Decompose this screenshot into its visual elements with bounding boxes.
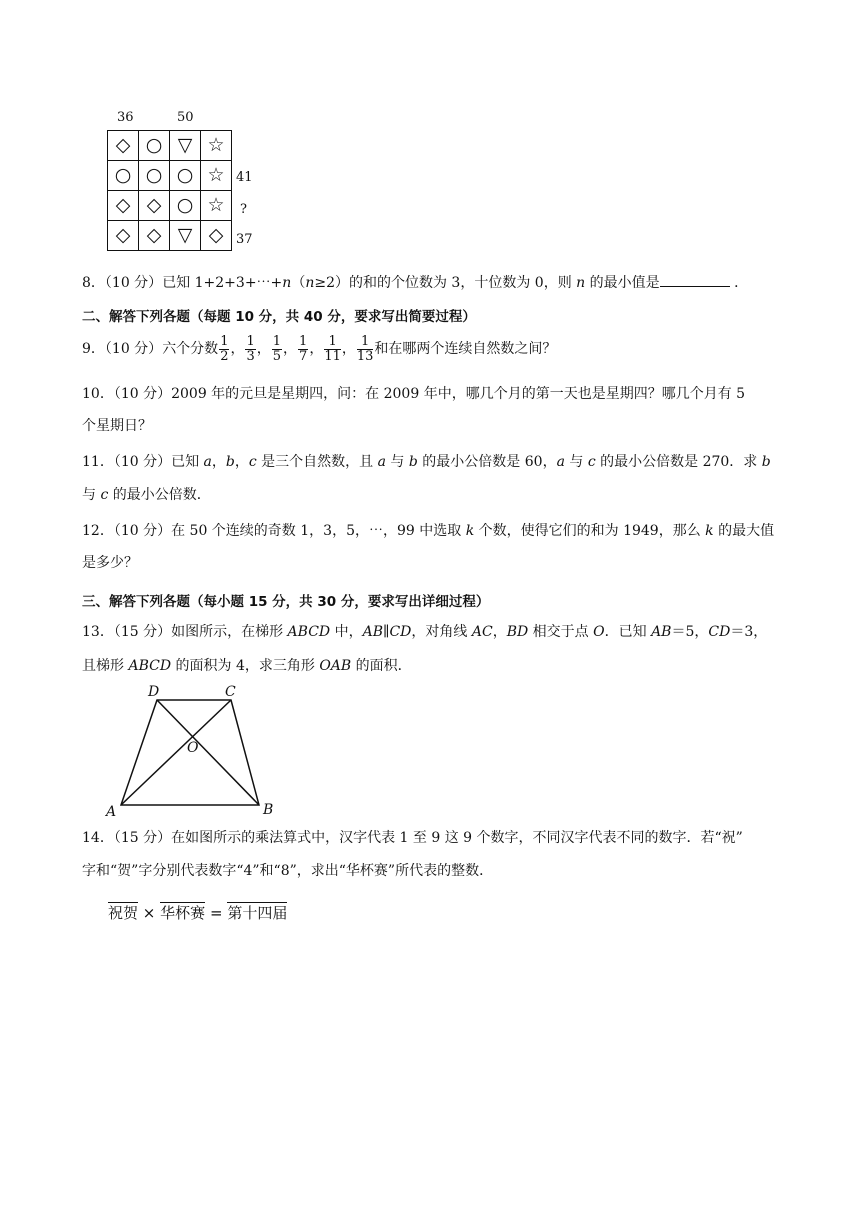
grid-row	[108, 161, 232, 191]
question-12: 12．（10 分）在 50 个连续的奇数 1，3，5，⋯，99 中选取 k 个数，使得它们的和为 1949，那么 k 的最大值	[82, 523, 775, 539]
trapezoid-diagram	[100, 680, 290, 820]
text: 在如图所示的乘法算式中，汉字代表 1 至 9 这 9 个数字，不同汉字代表不同的数字．若“祝”	[171, 830, 743, 846]
section-heading-2: 二、解答下列各题（每题 10 分，共 40 分，要求写出简要过程）	[82, 309, 476, 325]
grid-cell: ◇	[139, 221, 170, 251]
grid-cell: ◇	[201, 221, 232, 251]
grid-cell: ○	[170, 191, 201, 221]
question-number: 9．	[82, 341, 105, 358]
label-b: B	[263, 802, 274, 818]
equation-left: 祝贺	[108, 904, 139, 922]
question-score: （10 分）	[104, 275, 163, 291]
multiplication-equation	[108, 902, 287, 923]
question-12-line-2: 是多少？	[82, 555, 138, 571]
question-score: （10 分）	[113, 523, 172, 539]
var: n	[305, 275, 315, 291]
question-score: （10 分）	[113, 386, 172, 402]
question-score: （10 分）	[104, 341, 163, 358]
question-9: 9．（10 分）六个分数 $\frac{1}{2}$ ， $\frac{1}{3}$ ， $\frac{1}{5}$ ， $\frac{1}{7}$ ， $\frac{1}{11}$ ， $\frac{1}{13}$ 和在哪两个连续自然数之间？	[82, 334, 557, 364]
question-14-line-2: 字和“贺”字分别代表数字“4”和“8”，求出“华杯赛”所代表的整数．	[82, 863, 494, 879]
question-number: 13．	[82, 624, 114, 640]
times-sign: ×	[142, 904, 156, 922]
question-10	[82, 384, 745, 404]
grid-row	[108, 191, 232, 221]
grid-top-label-2: 50	[177, 110, 194, 125]
fraction: $\frac{1}{7}$	[299, 334, 308, 364]
grid-cell: ▽	[170, 221, 201, 251]
question-11-line-2: 与 c 的最小公倍数．	[82, 487, 211, 503]
question-number: 11．	[82, 454, 114, 470]
question-8	[82, 272, 748, 293]
grid-top-label-1: 36	[117, 110, 134, 125]
label-c: C	[225, 684, 236, 700]
fraction: $\frac{1}{13}$	[356, 334, 374, 364]
grid-cell: ☆	[201, 161, 232, 191]
grid-cell: ○	[139, 161, 170, 191]
diagonal-ac	[121, 700, 231, 805]
fraction: $\frac{1}{2}$	[220, 334, 229, 364]
text: 的最小值是	[585, 275, 660, 291]
grid-cell: ▽	[170, 131, 201, 161]
question-number: 12．	[82, 523, 114, 539]
question-score: （15 分）	[113, 830, 172, 846]
label-a: A	[106, 804, 117, 820]
text: ．	[734, 275, 749, 291]
label-o: O	[187, 740, 199, 756]
grid-row	[108, 221, 232, 251]
question-number: 10．	[82, 386, 114, 402]
grid-row-sum-3: ?	[240, 202, 247, 217]
text: 2009 年的元旦是星期四，问：在 2009 年中，哪几个月的第一天也是星期四？哪几个月有 5	[171, 386, 746, 402]
answer-blank[interactable]	[660, 272, 730, 287]
question-number: 14．	[82, 830, 114, 846]
question-14	[82, 828, 743, 848]
fraction: $\frac{1}{5}$	[272, 334, 282, 364]
grid-cell: ◇	[108, 191, 139, 221]
fraction: $\frac{1}{3}$	[246, 334, 255, 364]
grid-cell: ☆	[201, 131, 232, 161]
grid-row	[108, 131, 232, 161]
question-score: （15 分）	[113, 624, 172, 640]
label-d: D	[148, 684, 160, 700]
question-number: 8．	[82, 275, 105, 291]
grid-cell: ○	[139, 131, 170, 161]
grid-cell: ◇	[108, 131, 139, 161]
symbol-grid	[107, 130, 232, 251]
question-score: （10 分）	[113, 454, 172, 470]
equation-middle: 华杯赛	[160, 904, 206, 922]
grid-cell: ○	[108, 161, 139, 191]
equals-sign: =	[209, 904, 223, 922]
fraction: $\frac{1}{11}$	[324, 334, 341, 364]
text: （	[291, 275, 306, 291]
question-11: 11．（10 分）已知 a，b，c 是三个自然数，且 a 与 b 的最小公倍数是 60，a 与 c 的最小公倍数是 270．求 b	[82, 454, 771, 470]
grid-cell: ◇	[139, 191, 170, 221]
var: n	[282, 275, 292, 291]
grid-row-sum-4: 37	[236, 232, 253, 247]
equation-right: 第十四届	[227, 904, 288, 922]
text: ≥2）的和的个位数为 3，十位数为 0，则	[314, 275, 577, 291]
var: n	[576, 275, 586, 291]
section-heading-3: 三、解答下列各题（每小题 15 分，共 30 分，要求写出详细过程）	[82, 594, 490, 610]
question-10-line-2: 个星期日？	[82, 418, 152, 434]
text: 六个分数	[162, 341, 219, 358]
question-13-line-2: 且梯形 ABCD 的面积为 4，求三角形 OAB 的面积．	[82, 658, 412, 674]
text: 已知 1+2+3+⋯+	[162, 275, 283, 291]
grid-cell: ☆	[201, 191, 232, 221]
grid-cell: ○	[170, 161, 201, 191]
grid-row-sum-2: 41	[236, 170, 253, 185]
question-13: 13．（15 分）如图所示，在梯形 ABCD 中，AB∥CD，对角线 AC，BD 相交于点 O．已知 AB＝5，CD＝3，	[82, 624, 768, 640]
grid-cell: ◇	[108, 221, 139, 251]
text: 和在哪两个连续自然数之间？	[374, 341, 557, 358]
diagonal-bd	[157, 700, 259, 805]
